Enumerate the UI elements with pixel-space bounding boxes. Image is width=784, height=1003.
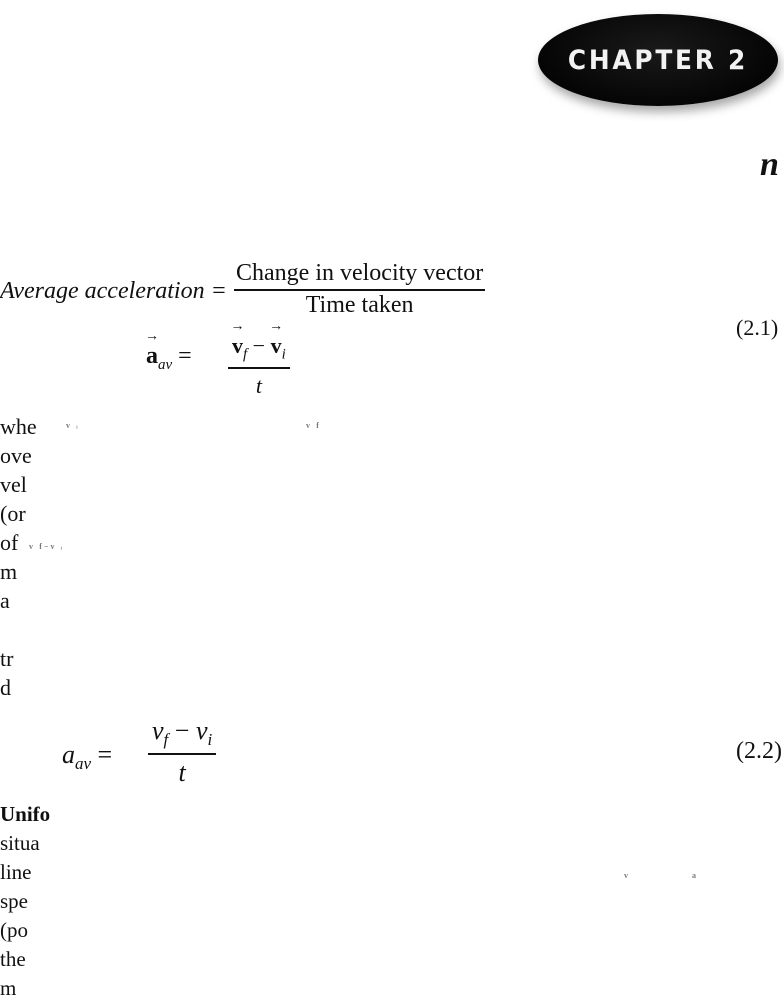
chapter-title-fragment: n — [760, 146, 779, 183]
equation-number-2-2: (2.2) — [736, 738, 782, 764]
paragraph-line: m — [0, 559, 18, 584]
inline-symbol-vi: v⃗ᵢ — [66, 421, 78, 430]
paragraph-line: ove — [0, 443, 32, 468]
section-heading-fragment: Unifo — [0, 802, 51, 826]
subscript-av: av — [158, 356, 173, 373]
paragraph-line: (po — [0, 918, 28, 942]
subscript-av: av — [75, 754, 92, 774]
chapter-badge — [538, 14, 778, 106]
acceleration-symbol: a — [62, 740, 75, 769]
paragraph-line: (or — [0, 501, 26, 526]
initial-speed-symbol: v — [195, 716, 208, 745]
paragraph-line: the — [0, 947, 26, 971]
paragraph-line: line — [0, 860, 32, 884]
paragraph-line-blank — [0, 615, 37, 644]
equation-2-fraction — [148, 716, 216, 788]
initial-velocity-symbol: → v — [271, 333, 282, 359]
inline-symbol-vf: v⃗f — [306, 421, 319, 430]
paragraph-2 — [0, 800, 50, 1003]
equation-2-denominator: t — [178, 758, 186, 788]
paragraph-line: vel — [0, 472, 27, 497]
equation-1-vector-denominator: t — [255, 373, 262, 399]
minus-sign: − — [174, 716, 190, 745]
paragraph-1 — [0, 412, 37, 702]
final-velocity-symbol: → v — [232, 333, 243, 359]
equation-1-vector-fraction — [228, 333, 290, 399]
equals-sign: = — [97, 740, 113, 769]
subscript-i: i — [281, 346, 286, 363]
final-speed-symbol: v — [152, 716, 164, 745]
minus-sign: − — [252, 333, 266, 358]
paragraph-line: d — [0, 675, 11, 700]
equation-1-fraction — [234, 260, 485, 319]
paragraph-line: tr — [0, 646, 14, 671]
equation-1-numerator: Change in velocity vector — [236, 260, 484, 286]
subscript-f: f — [243, 346, 248, 363]
inline-symbol-a: a⃗ — [692, 871, 703, 880]
subscript-f: f — [163, 730, 169, 750]
paragraph-line: situa — [0, 831, 40, 855]
paragraph-line: a — [0, 588, 10, 613]
equation-1-lhs: Average acceleration = — [0, 278, 227, 304]
equation-1-denominator: Time taken — [305, 292, 414, 318]
equals-sign: = — [178, 343, 192, 369]
inline-symbol-vf-minus-vi: v⃗f − v⃗ᵢ — [29, 542, 63, 551]
equation-2-lhs — [62, 740, 112, 774]
equation-1-vector-numerator — [228, 333, 290, 367]
equation-1-vector-lhs — [146, 343, 192, 374]
inline-symbol-v: v⃗ — [624, 871, 635, 880]
chapter-badge-label: CHAPTER 2 — [567, 44, 749, 76]
paragraph-line: of — [0, 530, 19, 555]
paragraph-line: m — [0, 976, 17, 1000]
paragraph-line: whe — [0, 414, 37, 439]
equation-number-2-1: (2.1) — [736, 315, 779, 340]
equation-2-numerator — [148, 716, 216, 753]
subscript-i: i — [207, 730, 213, 750]
acceleration-vector-symbol: → a — [146, 343, 158, 370]
paragraph-line: spe — [0, 889, 28, 913]
